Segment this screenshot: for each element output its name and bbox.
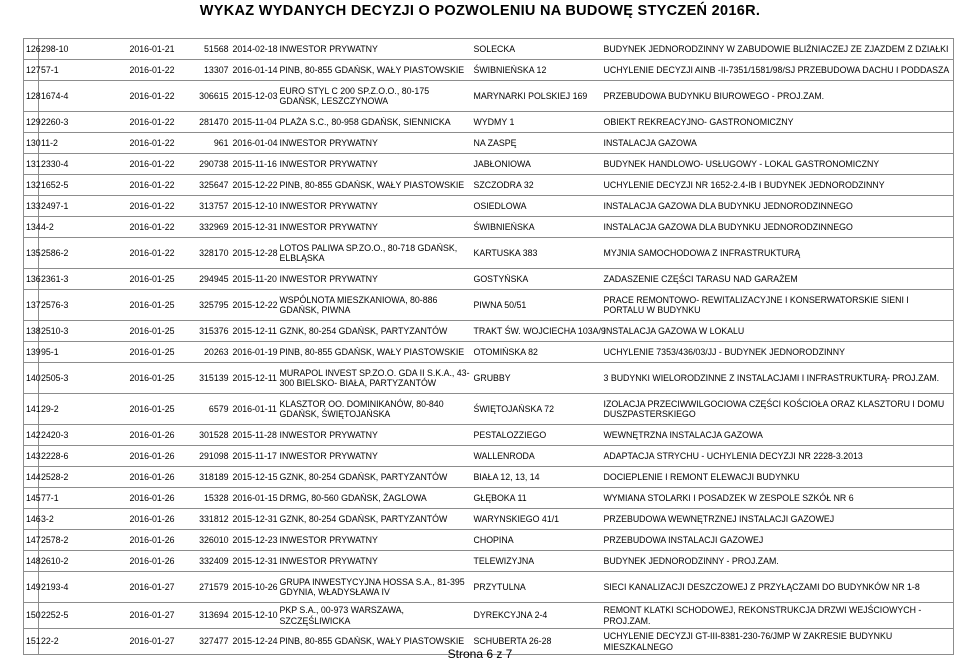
issue-date: 2016-01-25 bbox=[111, 290, 177, 321]
issue-date: 2016-01-26 bbox=[111, 509, 177, 530]
table-row bbox=[24, 603, 954, 629]
issue-date: 2016-01-22 bbox=[111, 196, 177, 217]
case-number: 2576-3 bbox=[39, 290, 111, 321]
decision-number: 331812 bbox=[177, 509, 231, 530]
address-cell: GRUBBY bbox=[472, 363, 602, 394]
description-cell: SIECI KANALIZACJI DESZCZOWEJ Z PRZYŁĄCZAMI DO BUDYNKÓW NR 1-8 bbox=[602, 572, 954, 603]
applicant-cell: INWESTOR PRYWATNY bbox=[278, 133, 472, 154]
address-cell: PESTALOZZIEGO bbox=[472, 425, 602, 446]
table-row bbox=[24, 342, 954, 363]
description-cell: PRACE REMONTOWO- REWITALIZACYJNE I KONSERWATORSKIE SIENI I PORTALU W BUDYNKU bbox=[602, 290, 954, 321]
decision-number: 301528 bbox=[177, 425, 231, 446]
row-number: 138 bbox=[24, 321, 39, 342]
application-date: 2015-12-31 bbox=[231, 551, 278, 572]
case-number: 2586-2 bbox=[39, 238, 111, 269]
table-row bbox=[24, 363, 954, 394]
applicant-cell: GZNK, 80-254 GDAŃSK, PARTYZANTÓW bbox=[278, 509, 472, 530]
description-cell: INSTALACJA GAZOWA bbox=[602, 133, 954, 154]
address-cell: WALLENRODA bbox=[472, 446, 602, 467]
decision-number: 313757 bbox=[177, 196, 231, 217]
applicant-cell: PLAŻA S.C., 80-958 GDAŃSK, SIENNICKA bbox=[278, 112, 472, 133]
description-cell: PRZEBUDOWA WEWNĘTRZNEJ INSTALACJI GAZOWEJ bbox=[602, 509, 954, 530]
case-number: 2193-4 bbox=[39, 572, 111, 603]
issue-date: 2016-01-25 bbox=[111, 394, 177, 425]
application-date: 2015-12-11 bbox=[231, 363, 278, 394]
address-cell: BIAŁA 12, 13, 14 bbox=[472, 467, 602, 488]
case-number: 2228-6 bbox=[39, 446, 111, 467]
applicant-cell: PINB, 80-855 GDAŃSK, WAŁY PIASTOWSKIE bbox=[278, 60, 472, 81]
case-number: 95-1 bbox=[39, 342, 111, 363]
row-number: 146 bbox=[24, 509, 39, 530]
row-number: 141 bbox=[24, 394, 39, 425]
issue-date: 2016-01-22 bbox=[111, 238, 177, 269]
decision-number: 20263 bbox=[177, 342, 231, 363]
applicant-cell: PINB, 80-855 GDAŃSK, WAŁY PIASTOWSKIE bbox=[278, 175, 472, 196]
applicant-cell: INWESTOR PRYWATNY bbox=[278, 530, 472, 551]
case-number: 2528-2 bbox=[39, 467, 111, 488]
case-number: 57-1 bbox=[39, 60, 111, 81]
issue-date: 2016-01-22 bbox=[111, 60, 177, 81]
application-date: 2016-01-04 bbox=[231, 133, 278, 154]
applicant-cell: INWESTOR PRYWATNY bbox=[278, 551, 472, 572]
address-cell: ŚWIBNIEŃSKA 12 bbox=[472, 60, 602, 81]
applicant-cell: INWESTOR PRYWATNY bbox=[278, 154, 472, 175]
applicant-cell: INWESTOR PRYWATNY bbox=[278, 39, 472, 60]
applicant-cell: KLASZTOR OO. DOMINIKANÓW, 80-840 GDAŃSK, ŚWIĘTOJAŃSKA bbox=[278, 394, 472, 425]
table-row bbox=[24, 175, 954, 196]
description-cell: MYJNIA SAMOCHODOWA Z INFRASTRUKTURĄ bbox=[602, 238, 954, 269]
description-cell: INSTALACJA GAZOWA W LOKALU bbox=[602, 321, 954, 342]
case-number: 11-2 bbox=[39, 133, 111, 154]
application-date: 2015-11-28 bbox=[231, 425, 278, 446]
row-number: 126 bbox=[24, 39, 39, 60]
application-date: 2015-11-16 bbox=[231, 154, 278, 175]
case-number: 2330-4 bbox=[39, 154, 111, 175]
issue-date: 2016-01-27 bbox=[111, 572, 177, 603]
applicant-cell: WSPÓLNOTA MIESZKANIOWA, 80-886 GDAŃSK, PIWNA bbox=[278, 290, 472, 321]
description-cell: WEWNĘTRZNA INSTALACJA GAZOWA bbox=[602, 425, 954, 446]
decision-number: 327477 bbox=[177, 629, 231, 655]
decision-number: 325795 bbox=[177, 290, 231, 321]
case-number: 3-2 bbox=[39, 509, 111, 530]
decision-number: 291098 bbox=[177, 446, 231, 467]
row-number: 151 bbox=[24, 629, 39, 655]
address-cell: SZCZODRA 32 bbox=[472, 175, 602, 196]
issue-date: 2016-01-25 bbox=[111, 321, 177, 342]
description-cell: ADAPTACJA STRYCHU - UCHYLENIA DECYZJI NR 2228-3.2013 bbox=[602, 446, 954, 467]
row-number: 132 bbox=[24, 175, 39, 196]
row-number: 150 bbox=[24, 603, 39, 629]
description-cell: 3 BUDYNKI WIELORODZINNE Z INSTALACJAMI I INFRASTRUKTURĄ- PROJ.ZAM. bbox=[602, 363, 954, 394]
case-number: 2510-3 bbox=[39, 321, 111, 342]
applicant-cell: INWESTOR PRYWATNY bbox=[278, 446, 472, 467]
table-row bbox=[24, 217, 954, 238]
application-date: 2015-12-22 bbox=[231, 175, 278, 196]
address-cell: TELEWIZYJNA bbox=[472, 551, 602, 572]
issue-date: 2016-01-26 bbox=[111, 425, 177, 446]
decision-number: 51568 bbox=[177, 39, 231, 60]
row-number: 135 bbox=[24, 238, 39, 269]
decision-number: 315139 bbox=[177, 363, 231, 394]
application-date: 2015-12-24 bbox=[231, 629, 278, 655]
application-date: 2015-12-15 bbox=[231, 467, 278, 488]
address-cell: DYREKCYJNA 2-4 bbox=[472, 603, 602, 629]
row-number: 130 bbox=[24, 133, 39, 154]
application-date: 2015-12-10 bbox=[231, 603, 278, 629]
applicant-cell: PKP S.A., 00-973 WARSZAWA, SZCZĘŚLIWICKA bbox=[278, 603, 472, 629]
decision-number: 15328 bbox=[177, 488, 231, 509]
row-number: 140 bbox=[24, 363, 39, 394]
table-row bbox=[24, 238, 954, 269]
row-number: 147 bbox=[24, 530, 39, 551]
description-cell: UCHYLENIE DECYZJI GT-III-8381-230-76/JMP W ZAKRESIE BUDYNKU MIESZKALNEGO bbox=[602, 629, 954, 655]
row-number: 128 bbox=[24, 81, 39, 112]
application-date: 2016-01-14 bbox=[231, 60, 278, 81]
description-cell: BUDYNEK HANDLOWO- USŁUGOWY - LOKAL GASTRONOMICZNY bbox=[602, 154, 954, 175]
issue-date: 2016-01-22 bbox=[111, 81, 177, 112]
row-number: 149 bbox=[24, 572, 39, 603]
decision-number: 325647 bbox=[177, 175, 231, 196]
applicant-cell: PINB, 80-855 GDAŃSK, WAŁY PIASTOWSKIE bbox=[278, 342, 472, 363]
address-cell: NA ZASPĘ bbox=[472, 133, 602, 154]
applicant-cell: INWESTOR PRYWATNY bbox=[278, 269, 472, 290]
application-date: 2016-01-11 bbox=[231, 394, 278, 425]
table-row bbox=[24, 446, 954, 467]
issue-date: 2016-01-26 bbox=[111, 488, 177, 509]
table-row bbox=[24, 290, 954, 321]
address-cell: SOLECKA bbox=[472, 39, 602, 60]
issue-date: 2016-01-26 bbox=[111, 530, 177, 551]
table-row bbox=[24, 488, 954, 509]
issue-date: 2016-01-22 bbox=[111, 217, 177, 238]
case-number: 77-1 bbox=[39, 488, 111, 509]
table-row bbox=[24, 81, 954, 112]
row-number: 144 bbox=[24, 467, 39, 488]
applicant-cell: INWESTOR PRYWATNY bbox=[278, 425, 472, 446]
table-row bbox=[24, 425, 954, 446]
address-cell: WYDMY 1 bbox=[472, 112, 602, 133]
case-number: 2420-3 bbox=[39, 425, 111, 446]
case-number: 2497-1 bbox=[39, 196, 111, 217]
application-date: 2015-11-17 bbox=[231, 446, 278, 467]
row-number: 136 bbox=[24, 269, 39, 290]
issue-date: 2016-01-26 bbox=[111, 551, 177, 572]
issue-date: 2016-01-22 bbox=[111, 133, 177, 154]
decision-number: 271579 bbox=[177, 572, 231, 603]
description-cell: INSTALACJA GAZOWA DLA BUDYNKU JEDNORODZINNEGO bbox=[602, 217, 954, 238]
issue-date: 2016-01-22 bbox=[111, 154, 177, 175]
applicant-cell: PINB, 80-855 GDAŃSK, WAŁY PIASTOWSKIE bbox=[278, 629, 472, 655]
decision-number: 332409 bbox=[177, 551, 231, 572]
address-cell: PIWNA 50/51 bbox=[472, 290, 602, 321]
decision-number: 281470 bbox=[177, 112, 231, 133]
case-number: 4-2 bbox=[39, 217, 111, 238]
address-cell: SCHUBERTA 26-28 bbox=[472, 629, 602, 655]
address-cell: GŁĘBOKA 11 bbox=[472, 488, 602, 509]
table-row bbox=[24, 269, 954, 290]
table-row bbox=[24, 133, 954, 154]
description-cell: UCHYLENIE DECYZJI AINB -II-7351/1581/98/SJ PRZEBUDOWA DACHU I PODDASZA bbox=[602, 60, 954, 81]
table-row bbox=[24, 154, 954, 175]
address-cell: MARYNARKI POLSKIEJ 169 bbox=[472, 81, 602, 112]
application-date: 2015-12-31 bbox=[231, 217, 278, 238]
address-cell: PRZYTULNA bbox=[472, 572, 602, 603]
table-row bbox=[24, 112, 954, 133]
table-row bbox=[24, 321, 954, 342]
issue-date: 2016-01-21 bbox=[111, 39, 177, 60]
application-date: 2016-01-15 bbox=[231, 488, 278, 509]
applicant-cell: GRUPA INWESTYCYJNA HOSSA S.A., 81-395 GDYNIA, WŁADYSŁAWA IV bbox=[278, 572, 472, 603]
applicant-cell: MURAPOL INVEST SP.ZO.O. GDA II S.K.A., 43-300 BIELSKO- BIAŁA, PARTYZANTÓW bbox=[278, 363, 472, 394]
decision-number: 294945 bbox=[177, 269, 231, 290]
address-cell: JABŁONIOWA bbox=[472, 154, 602, 175]
issue-date: 2016-01-25 bbox=[111, 269, 177, 290]
row-number: 131 bbox=[24, 154, 39, 175]
description-cell: INSTALACJA GAZOWA DLA BUDYNKU JEDNORODZINNEGO bbox=[602, 196, 954, 217]
application-date: 2015-12-28 bbox=[231, 238, 278, 269]
application-date: 2015-12-31 bbox=[231, 509, 278, 530]
table-row bbox=[24, 196, 954, 217]
row-number: 142 bbox=[24, 425, 39, 446]
case-number: 2610-2 bbox=[39, 551, 111, 572]
application-date: 2015-12-10 bbox=[231, 196, 278, 217]
decision-number: 290738 bbox=[177, 154, 231, 175]
description-cell: PRZEBUDOWA BUDYNKU BIUROWEGO - PROJ.ZAM. bbox=[602, 81, 954, 112]
case-number: 1652-5 bbox=[39, 175, 111, 196]
application-date: 2015-11-04 bbox=[231, 112, 278, 133]
applicant-cell: LOTOS PALIWA SP.ZO.O., 80-718 GDAŃSK, ELBLĄSKA bbox=[278, 238, 472, 269]
description-cell: BUDYNEK JEDNORODZINNY W ZABUDOWIE BLIŹNIACZEJ ZE ZJAZDEM Z DZIAŁKI bbox=[602, 39, 954, 60]
description-cell: IZOLACJA PRZECIWWILGOCIOWA CZĘŚCI KOŚCIOŁA ORAZ KLASZTORU I DOMU DUSZPASTERSKIEGO bbox=[602, 394, 954, 425]
applicant-cell: EURO STYL C 200 SP.Z.O.O., 80-175 GDAŃSK, LESZCZYNOWA bbox=[278, 81, 472, 112]
issue-date: 2016-01-22 bbox=[111, 175, 177, 196]
case-number: 2260-3 bbox=[39, 112, 111, 133]
case-number: 29-2 bbox=[39, 394, 111, 425]
case-number: 298-10 bbox=[39, 39, 111, 60]
case-number: 2505-3 bbox=[39, 363, 111, 394]
issue-date: 2016-01-26 bbox=[111, 467, 177, 488]
application-date: 2016-01-19 bbox=[231, 342, 278, 363]
issue-date: 2016-01-26 bbox=[111, 446, 177, 467]
address-cell: TRAKT ŚW. WOJCIECHA 103A/9 bbox=[472, 321, 602, 342]
table-row bbox=[24, 551, 954, 572]
row-number: 143 bbox=[24, 446, 39, 467]
decision-number: 961 bbox=[177, 133, 231, 154]
row-number: 139 bbox=[24, 342, 39, 363]
table-body bbox=[24, 39, 954, 655]
decision-number: 13307 bbox=[177, 60, 231, 81]
issue-date: 2016-01-25 bbox=[111, 363, 177, 394]
issue-date: 2016-01-27 bbox=[111, 603, 177, 629]
table-row bbox=[24, 509, 954, 530]
table-row bbox=[24, 530, 954, 551]
address-cell: ŚWIBNIEŃSKA bbox=[472, 217, 602, 238]
decision-number: 318189 bbox=[177, 467, 231, 488]
table-row bbox=[24, 572, 954, 603]
row-number: 137 bbox=[24, 290, 39, 321]
description-cell: PRZEBUDOWA INSTALACJI GAZOWEJ bbox=[602, 530, 954, 551]
decision-number: 6579 bbox=[177, 394, 231, 425]
address-cell: KARTUSKA 383 bbox=[472, 238, 602, 269]
row-number: 127 bbox=[24, 60, 39, 81]
decision-number: 332969 bbox=[177, 217, 231, 238]
address-cell: GOSTYŃSKA bbox=[472, 269, 602, 290]
application-date: 2014-02-18 bbox=[231, 39, 278, 60]
description-cell: DOCIEPLENIE I REMONT ELEWACJI BUDYNKU bbox=[602, 467, 954, 488]
description-cell: REMONT KLATKI SCHODOWEJ, REKONSTRUKCJA DRZWI WEJŚCIOWYCH - PROJ.ZAM. bbox=[602, 603, 954, 629]
decision-number: 306615 bbox=[177, 81, 231, 112]
application-date: 2015-12-23 bbox=[231, 530, 278, 551]
application-date: 2015-12-11 bbox=[231, 321, 278, 342]
case-number: 22-2 bbox=[39, 629, 111, 655]
issue-date: 2016-01-25 bbox=[111, 342, 177, 363]
page-title: WYKAZ WYDANYCH DECYZJI O POZWOLENIU NA BUDOWĘ STYCZEŃ 2016R. bbox=[199, 3, 761, 19]
case-number: 1674-4 bbox=[39, 81, 111, 112]
case-number: 2361-3 bbox=[39, 269, 111, 290]
decision-number: 328170 bbox=[177, 238, 231, 269]
row-number: 145 bbox=[24, 488, 39, 509]
description-cell: OBIEKT REKREACYJNO- GASTRONOMICZNY bbox=[602, 112, 954, 133]
issue-date: 2016-01-27 bbox=[111, 629, 177, 655]
application-date: 2015-10-26 bbox=[231, 572, 278, 603]
row-number: 133 bbox=[24, 196, 39, 217]
row-number: 134 bbox=[24, 217, 39, 238]
applicant-cell: INWESTOR PRYWATNY bbox=[278, 196, 472, 217]
address-cell: OTOMIŃSKA 82 bbox=[472, 342, 602, 363]
table-row bbox=[24, 394, 954, 425]
applicant-cell: DRMG, 80-560 GDAŃSK, ŻAGLOWA bbox=[278, 488, 472, 509]
application-date: 2015-12-03 bbox=[231, 81, 278, 112]
decision-number: 326010 bbox=[177, 530, 231, 551]
decision-number: 313694 bbox=[177, 603, 231, 629]
decision-number: 315376 bbox=[177, 321, 231, 342]
applicant-cell: GZNK, 80-254 GDAŃSK, PARTYZANTÓW bbox=[278, 467, 472, 488]
address-cell: ŚWIĘTOJAŃSKA 72 bbox=[472, 394, 602, 425]
case-number: 2578-2 bbox=[39, 530, 111, 551]
application-date: 2015-11-20 bbox=[231, 269, 278, 290]
table-row bbox=[24, 39, 954, 60]
description-cell: WYMIANA STOLARKI I POSADZEK W ZESPOLE SZKÓŁ NR 6 bbox=[602, 488, 954, 509]
application-date: 2015-12-22 bbox=[231, 290, 278, 321]
case-number: 2252-5 bbox=[39, 603, 111, 629]
description-cell: BUDYNEK JEDNORODZINNY - PROJ.ZAM. bbox=[602, 551, 954, 572]
address-cell: CHOPINA bbox=[472, 530, 602, 551]
description-cell: UCHYLENIE 7353/436/03/JJ - BUDYNEK JEDNORODZINNY bbox=[602, 342, 954, 363]
row-number: 148 bbox=[24, 551, 39, 572]
applicant-cell: GZNK, 80-254 GDAŃSK, PARTYZANTÓW bbox=[278, 321, 472, 342]
issue-date: 2016-01-22 bbox=[111, 112, 177, 133]
description-cell: ZADASZENIE CZĘŚCI TARASU NAD GARAŻEM bbox=[602, 269, 954, 290]
address-cell: OSIEDLOWA bbox=[472, 196, 602, 217]
table-row bbox=[24, 467, 954, 488]
applicant-cell: INWESTOR PRYWATNY bbox=[278, 217, 472, 238]
page-number: Strona 6 z 7 bbox=[447, 647, 513, 661]
decisions-table bbox=[23, 38, 954, 655]
row-number: 129 bbox=[24, 112, 39, 133]
table-row bbox=[24, 60, 954, 81]
address-cell: WARYNSKIEGO 41/1 bbox=[472, 509, 602, 530]
description-cell: UCHYLENIE DECYZJI NR 1652-2.4-IB I BUDYNEK JEDNORODZINNY bbox=[602, 175, 954, 196]
